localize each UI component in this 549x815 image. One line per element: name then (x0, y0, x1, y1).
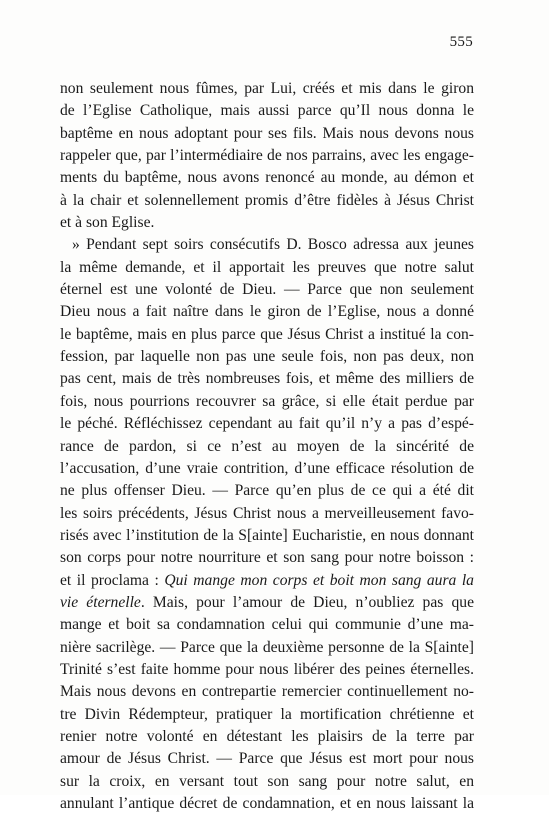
text-line-with-quote (60, 592, 474, 614)
text-segment: . Mais, pour l’amour de Dieu, n’oubliez pas que (140, 593, 474, 611)
text-line: nière sacrilège. — Parce que la deuxième personne de la S[ainte] (60, 638, 474, 656)
text-line: rappeler que, par l’intermédiaire de nos parrains, avec les engage- (60, 147, 474, 165)
italic-quotation: vie éternelle (60, 593, 141, 611)
text-line: pas cent, mais de très nombreuses fois, et même des milliers de (60, 370, 474, 388)
text-line: sur la croix, en versant tout son sang pour notre salut, en (60, 772, 474, 790)
text-line: le péché. Réfléchissez cependant au fait qu’il n’y a pas d’espé- (60, 415, 474, 433)
page-number: 555 (449, 34, 473, 50)
text-line: baptême en nous adoptant pour ses fils. Mais nous devons nous (60, 124, 474, 142)
text-line: amour de Jésus Christ. — Parce que Jésus est mort pour nous (60, 750, 474, 768)
text-line: annulant l’antique décret de condamnation, et en nous laissant la (60, 795, 474, 812)
text-line: de l’Eglise Catholique, mais aussi parce qu’Il nous donna le (60, 102, 474, 120)
text-segment: et il proclama : (60, 571, 159, 589)
body-text (60, 78, 474, 815)
text-line: fession, par laquelle non pas une seule fois, non pas deux, non (60, 348, 474, 366)
text-line: ments du baptême, nous avons renoncé au monde, au démon et (60, 169, 474, 187)
text-line: renier notre volonté en détestant les plaisirs de la terre par (60, 727, 474, 745)
text-line: les soirs précédents, Jésus Christ nous a merveilleusement favo- (60, 504, 474, 522)
text-line: le baptême, mais en plus parce que Jésus Christ a institué la con- (60, 325, 474, 343)
text-line: ne plus offenser Dieu. — Parce qu’en plus de ce qui a été dit (60, 482, 474, 500)
text-line: l’accusation, d’une vraie contrition, d’une efficace résolution de (60, 459, 474, 477)
italic-quotation: Qui mange mon corps et boit mon sang aura la (164, 571, 474, 589)
text-line: risés avec l’institution de la S[ainte] Eucharistie, en nous donnant (60, 526, 474, 544)
text-line: non seulement nous fûmes, par Lui, créés et mis dans le giron (60, 80, 474, 97)
text-line: à la chair et solennellement promis d’être fidèles à Jésus Christ (60, 191, 474, 209)
text-line: éternel est une volonté de Dieu. — Parce que non seulement (60, 281, 474, 299)
paragraph-start-line: » Pendant sept soirs consécutifs D. Bosco adressa aux jeunes (72, 236, 474, 254)
text-line: Mais nous devons en contrepartie remercier continuellement no- (60, 683, 474, 701)
text-line: mange et boit sa condamnation celui qui communie d’une ma- (60, 616, 474, 634)
text-line: et à son Eglise. (60, 214, 155, 232)
text-line: rance de pardon, si ce n’est au moyen de la sincérité de (60, 437, 474, 455)
text-line: Trinité s’est faite homme pour nous libérer des peines éternelles. (60, 660, 474, 678)
text-line: son corps pour notre nourriture et son sang pour notre boisson : (60, 549, 474, 567)
text-line: Dieu nous a fait naître dans le giron de l’Eglise, nous a donné (60, 303, 474, 321)
text-line: la même demande, et il apportait les preuves que notre salut (60, 258, 474, 276)
text-line: tre Divin Rédempteur, pratiquer la mortification chrétienne et (60, 705, 474, 723)
text-line-with-quote (60, 570, 474, 592)
text-line: fois, nous pourrions recouvrer sa grâce, si elle était perdue par (60, 392, 474, 410)
